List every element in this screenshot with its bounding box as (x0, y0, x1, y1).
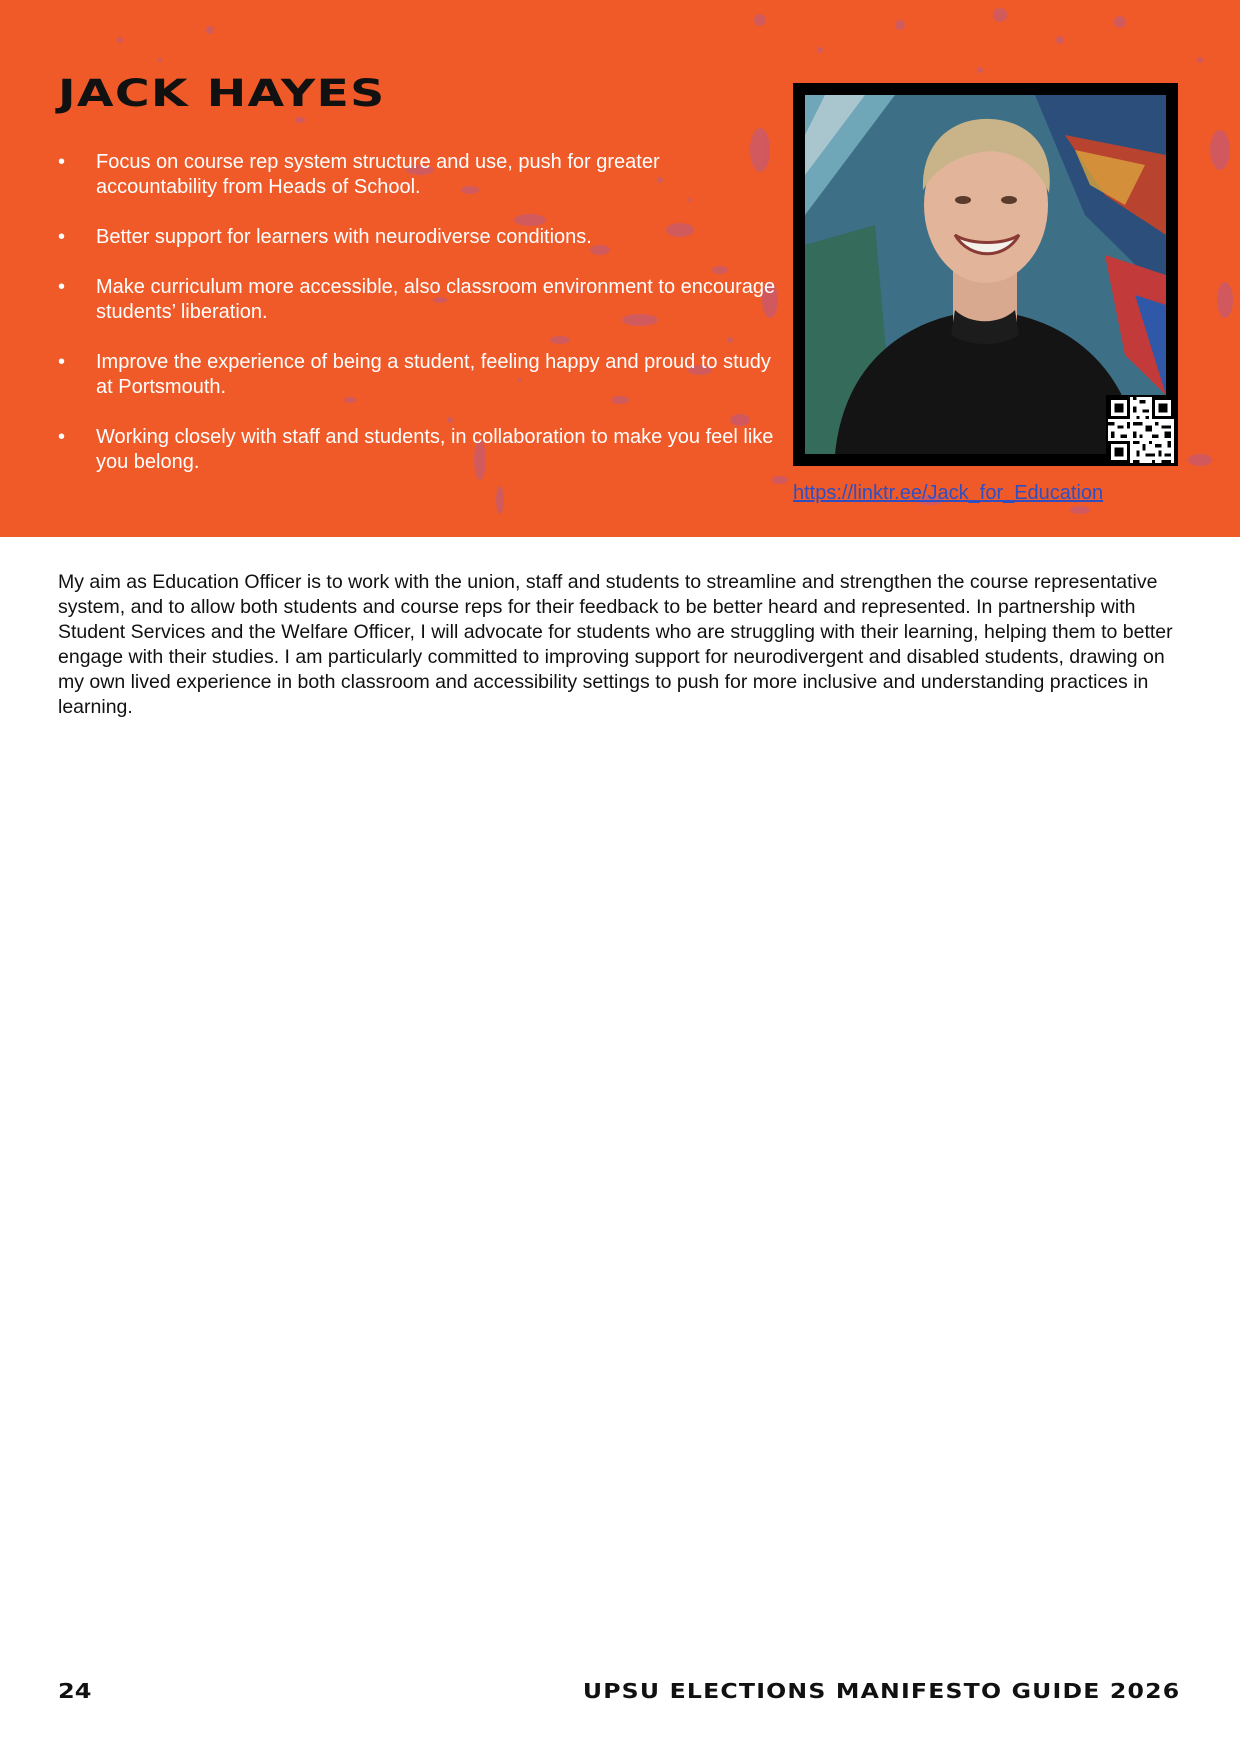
manifesto-statement: My aim as Education Officer is to work with the union, staff and students to streamline and strengthen the course representative system, and to allow both students and course reps for their feedback to be better heard and represented. In partnership with Student Services and the Welfare Officer, I will advocate for students who are struggling with their learning, helping them to better engage with their studies. I am particularly committed to improving support for neurodivergent and disabled students, drawing on my own lived experience in both classroom and accessibility settings to push for more inclusive and understanding practices in learning. (58, 571, 1173, 718)
point-text: Focus on course rep system structure and use, push for greater accountability from Heads of School. (96, 151, 660, 198)
list-item (58, 350, 778, 400)
bullet-icon: • (58, 151, 66, 173)
point-text: Make curriculum more accessible, also classroom environment to encourage students’ liberation. (96, 276, 776, 323)
point-text: Improve the experience of being a student, feeling happy and proud to study at Portsmouth. (96, 351, 771, 398)
header-banner (0, 0, 1240, 537)
bullet-icon: • (58, 426, 66, 448)
page-number: 24 (58, 1679, 92, 1703)
bullet-icon: • (58, 226, 66, 248)
candidate-name: JACK HAYES (58, 72, 386, 115)
list-item (58, 225, 778, 250)
list-item (58, 150, 778, 200)
manifesto-points (58, 150, 778, 500)
point-text: Better support for learners with neurodiverse conditions. (96, 226, 592, 248)
footer-title: UPSU ELECTIONS MANIFESTO GUIDE 2026 (582, 1679, 1180, 1703)
list-item (58, 425, 778, 475)
bullet-icon: • (58, 276, 66, 298)
bullet-icon: • (58, 351, 66, 373)
point-text: Working closely with staff and students, in collaboration to make you feel like you belong. (96, 426, 774, 473)
linktree-link[interactable]: https://linktr.ee/Jack_for_Education (793, 482, 1104, 504)
qr-code-icon[interactable] (1106, 395, 1176, 465)
list-item (58, 275, 778, 325)
